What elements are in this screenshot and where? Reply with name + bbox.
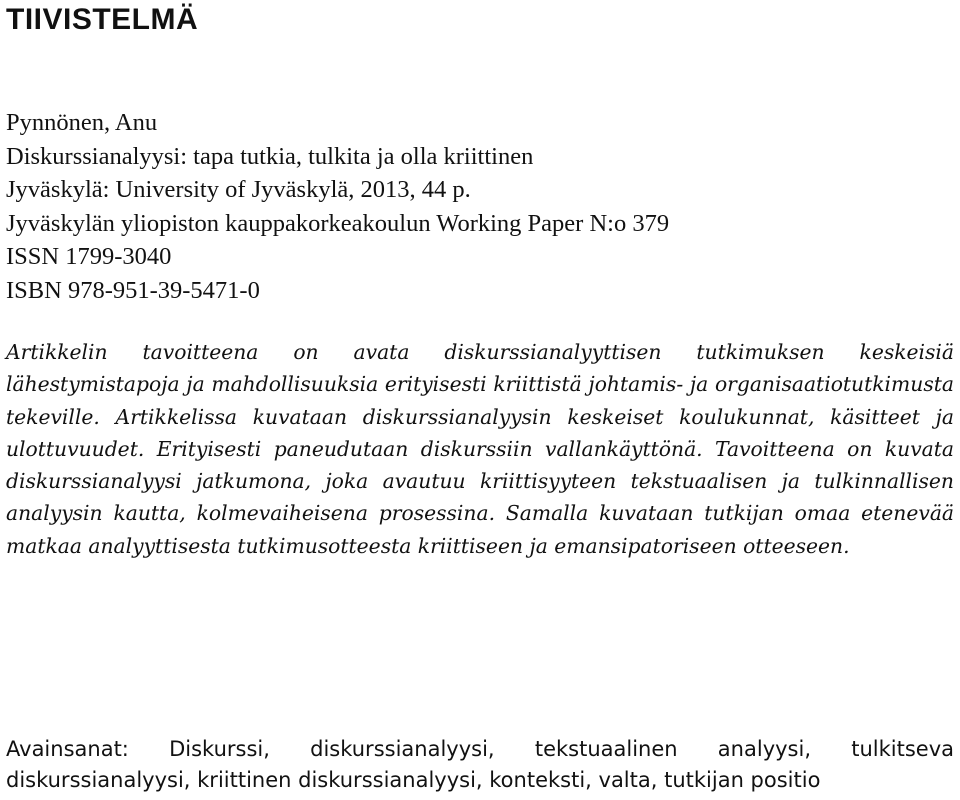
- bibliographic-info: [6, 106, 946, 308]
- isbn-line: ISBN 978-951-39-5471-0: [6, 276, 260, 304]
- page-title: TIIVISTELMÄ: [6, 3, 199, 36]
- publisher-line: Jyväskylä: University of Jyväskylä, 2013, 44 p.: [6, 176, 471, 204]
- abstract-paragraph: Artikkelin tavoitteena on avata diskurssianalyyttisen tutkimuksen keskeisiä lähestymistapoja ja mahdollisuuksia erityisesti kriittistä johtamis- ja organisaatiotutkimusta tekeville. Artikkelissa kuvataan diskurssianalyysin keskeiset koulukunnat, käsitteet ja ulottuvuudet. Erityisesti paneudutaan diskurssiin vallankäyttönä. Tavoitteena on kuvata diskurssianalyysi jatkumona, joka avautuu kriittisyyteen tekstuaalisen ja tulkinnallisen analyysin kautta, kolmevaiheisena prosessina. Samalla kuvataan tutkijan omaa etenevää matkaa analyyttisesta tutkimusotteesta kriittiseen ja emansipatoriseen otteeseen.: [6, 340, 954, 558]
- keywords-paragraph: Avainsanat: Diskurssi, diskurssianalyysi, tekstuaalinen analyysi, tulkitseva diskurssianalyysi, kriittinen diskurssianalyysi, konteksti, valta, tutkijan positio: [6, 737, 954, 792]
- author-line: Pynnönen, Anu: [6, 109, 158, 136]
- title-line: Diskurssianalyysi: tapa tutkia, tulkita ja olla kriittinen: [6, 142, 534, 170]
- series-line: Jyväskylän yliopiston kauppakorkeakoulun Working Paper N:o 379: [6, 209, 670, 237]
- issn-line: ISSN 1799-3040: [6, 243, 172, 271]
